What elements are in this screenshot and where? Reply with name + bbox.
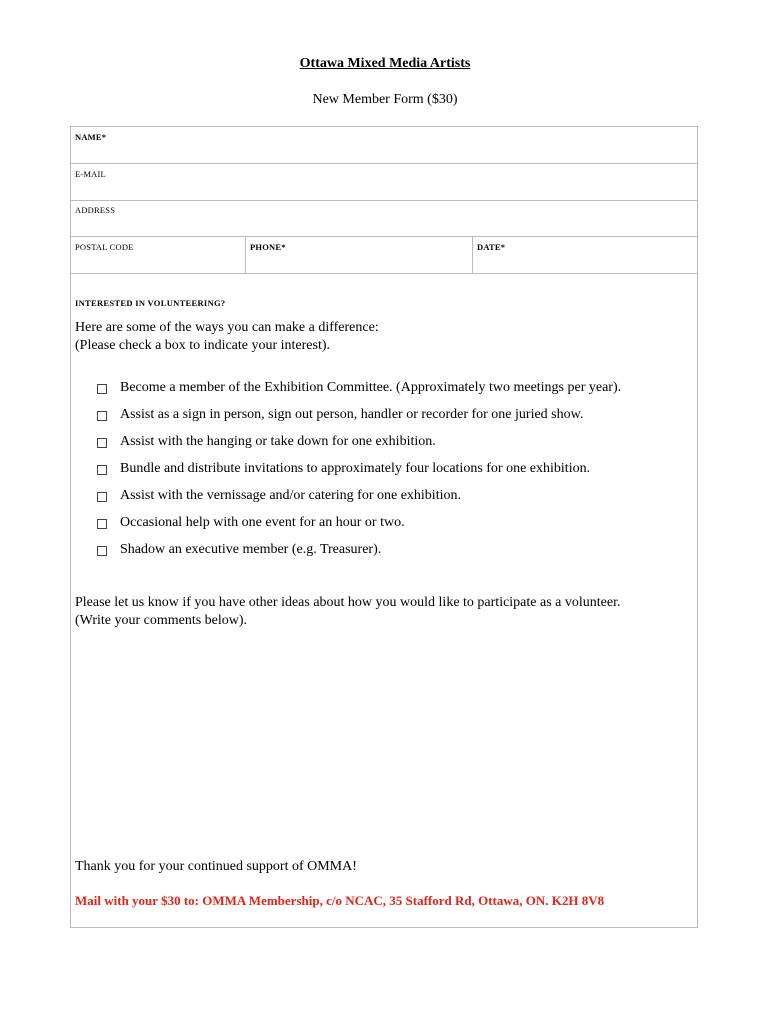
ideas-prompt — [75, 594, 620, 630]
option-label: Assist with the hanging or take down for one exhibition. — [120, 434, 436, 449]
postal-code-field[interactable] — [71, 237, 245, 273]
checkbox[interactable] — [97, 492, 107, 502]
name-label: NAME* — [75, 132, 107, 142]
checkbox[interactable] — [97, 411, 107, 421]
intro-line-1: Here are some of the ways you can make a difference: — [75, 320, 379, 335]
checkbox[interactable] — [97, 519, 107, 529]
volunteer-heading: INTERESTED IN VOLUNTEERING? — [75, 298, 226, 308]
option-label: Shadow an executive member (e.g. Treasurer). — [120, 542, 382, 557]
option-label: Occasional help with one event for an hour or two. — [120, 515, 405, 530]
ideas-line-2: (Write your comments below). — [75, 613, 248, 628]
email-field[interactable] — [71, 164, 697, 201]
contact-row — [71, 237, 697, 274]
form-title: Ottawa Mixed Media Artists — [299, 56, 471, 71]
date-label: DATE* — [477, 242, 506, 252]
intro-line-2: (Please check a box to indicate your interest). — [75, 338, 331, 353]
name-field[interactable] — [71, 127, 697, 164]
option-label: Assist as a sign in person, sign out person, handler or recorder for one juried show. — [120, 407, 584, 422]
checkbox[interactable] — [97, 438, 107, 448]
date-field[interactable] — [472, 237, 698, 273]
email-label: E-MAIL — [75, 169, 106, 179]
address-field[interactable] — [71, 200, 697, 237]
member-form — [70, 126, 698, 928]
checkbox[interactable] — [97, 465, 107, 475]
option-label: Bundle and distribute invitations to approximately four locations for one exhibition. — [120, 461, 591, 476]
address-label: ADDRESS — [75, 205, 116, 215]
ideas-line-1: Please let us know if you have other ideas about how you would like to participate as a volunteer. — [75, 595, 621, 610]
volunteer-intro — [75, 319, 379, 355]
phone-label: PHONE* — [250, 242, 286, 252]
thanks-text: Thank you for your continued support of OMMA! — [75, 859, 357, 874]
phone-field[interactable] — [245, 237, 472, 273]
checkbox[interactable] — [97, 546, 107, 556]
postal-code-label: POSTAL CODE — [75, 242, 134, 252]
checkbox[interactable] — [97, 384, 107, 394]
option-label: Assist with the vernissage and/or catering for one exhibition. — [120, 488, 461, 503]
form-subtitle: New Member Form ($30) — [312, 92, 458, 107]
mailing-instructions: Mail with your $30 to: OMMA Membership, c/o NCAC, 35 Stafford Rd, Ottawa, ON. K2H 8V8 — [75, 893, 605, 908]
option-label: Become a member of the Exhibition Committee. (Approximately two meetings per year). — [120, 380, 622, 395]
